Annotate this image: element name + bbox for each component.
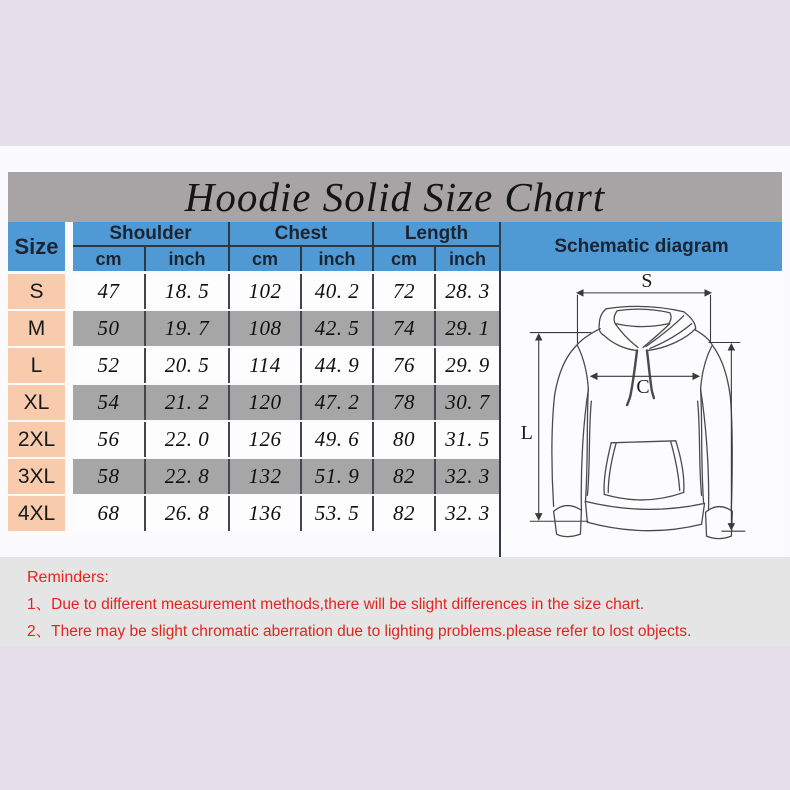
value-cell: 21. 2 [144,385,228,420]
value-cell: 47. 2 [300,385,372,420]
header-group-chest: Chest [228,222,372,247]
value-cell: 80 [372,422,434,457]
value-cell: 22. 0 [144,422,228,457]
size-cell: 2XL [8,422,65,457]
value-cell: 132 [228,459,300,494]
value-cell: 19. 7 [144,311,228,346]
value-cell: 136 [228,496,300,531]
value-cell: 32. 3 [434,459,499,494]
header-sub-length-inch: inch [434,247,499,271]
value-cell: 54 [73,385,144,420]
header-size: Size [8,222,65,271]
reminders-section [0,557,790,646]
value-cell: 30. 7 [434,385,499,420]
value-cell: 102 [228,274,300,309]
measurement-lines [530,293,745,531]
size-cell: 3XL [8,459,65,494]
value-cell: 42. 5 [300,311,372,346]
header-sub-length-cm: cm [372,247,434,271]
value-cell: 32. 3 [434,496,499,531]
value-cell: 68 [73,496,144,531]
value-cell: 82 [372,459,434,494]
value-cell: 82 [372,496,434,531]
header-sub-shoulder-cm: cm [73,247,144,271]
size-cell: 4XL [8,496,65,531]
shoulder-measure-label: S [641,271,653,292]
value-cell: 56 [73,422,144,457]
chart-panel [0,146,790,557]
hoodie-line-art [501,271,782,557]
header-group-length: Length [372,222,499,247]
value-cell: 114 [228,348,300,383]
schematic-panel [499,222,782,557]
value-cell: 52 [73,348,144,383]
value-cell: 50 [73,311,144,346]
value-cell: 18. 5 [144,274,228,309]
value-cell: 44. 9 [300,348,372,383]
value-cell: 120 [228,385,300,420]
size-cell: S [8,274,65,309]
value-cell: 58 [73,459,144,494]
value-cell: 53. 5 [300,496,372,531]
hoodie-schematic-drawing [501,271,782,557]
length-measure-label: L [520,421,533,444]
size-cell: L [8,348,65,383]
value-cell: 31. 5 [434,422,499,457]
size-table [8,222,782,531]
hoodie-garment [552,306,732,538]
value-cell: 72 [372,274,434,309]
chest-measure-label: C [636,376,650,399]
value-cell: 108 [228,311,300,346]
header-gap [65,222,73,271]
value-cell: 20. 5 [144,348,228,383]
reminders-title: Reminders: [27,569,109,586]
value-cell: 29. 9 [434,348,499,383]
value-cell: 29. 1 [434,311,499,346]
header-group-shoulder: Shoulder [73,222,228,247]
value-cell: 28. 3 [434,274,499,309]
schematic-header: Schematic diagram [501,222,782,271]
size-cell: M [8,311,65,346]
page-title: Hoodie Solid Size Chart [184,174,606,220]
value-cell: 74 [372,311,434,346]
value-cell: 126 [228,422,300,457]
reminder-line-1: 1、Due to different measurement methods,there will be slight differences in the size chart. [27,596,645,613]
value-cell: 51. 9 [300,459,372,494]
header-sub-chest-inch: inch [300,247,372,271]
value-cell: 40. 2 [300,274,372,309]
header-sub-chest-cm: cm [228,247,300,271]
reminder-line-2: 2、There may be slight chromatic aberration due to lighting problems.please refer to lost objects. [27,623,692,640]
value-cell: 47 [73,274,144,309]
value-cell: 26. 8 [144,496,228,531]
title-band [8,172,782,222]
value-cell: 78 [372,385,434,420]
size-cell: XL [8,385,65,420]
value-cell: 49. 6 [300,422,372,457]
value-cell: 76 [372,348,434,383]
header-sub-shoulder-inch: inch [144,247,228,271]
value-cell: 22. 8 [144,459,228,494]
